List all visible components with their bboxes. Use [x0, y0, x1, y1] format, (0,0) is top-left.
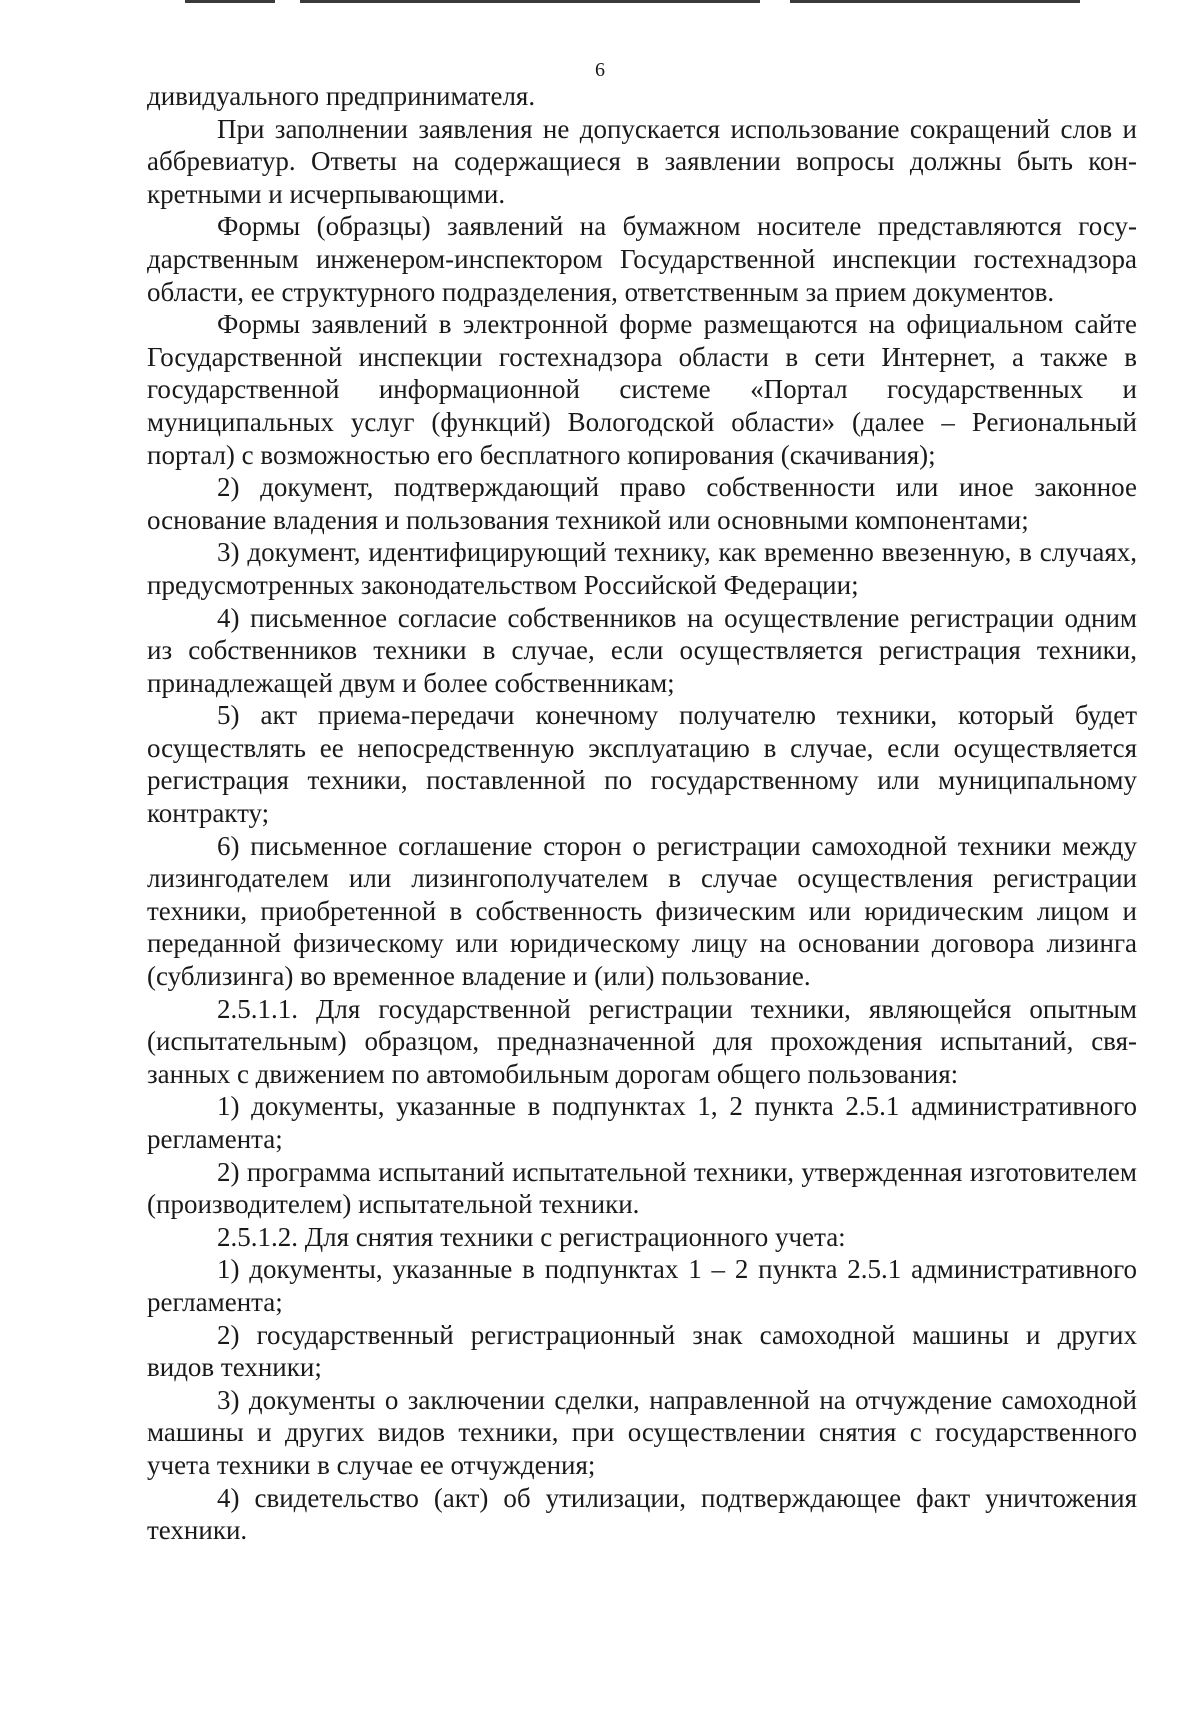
top-border-right: [790, 0, 1080, 3]
list-item: 2) документ, подтверждающий право собственности или иное законное основание владения и пользования техникой или основными компонентами;: [147, 472, 1137, 535]
list-item: 3) документы о заключении сделки, направленной на отчуждение самоходной машины и других видов техники, при осуществлении снятия с государственного учета техники в случае ее отчуждения;: [147, 1384, 1137, 1480]
list-item: 4) письменное согласие собственников на осуществление регистрации одним из собственников техники в случае, если осуществляется регистрация техники, принадлежащей двум и более собственникам;: [147, 602, 1137, 698]
paragraph: дивидуального предпринимателя.: [147, 81, 536, 111]
paragraph: При заполнении заявления не допускается использование сокращений слов и аббревиатур. Ответы на содержащиеся в заявлении вопросы должны быть конкретными и исчерпывающими.: [147, 113, 1137, 209]
top-border-left: [185, 0, 275, 3]
list-item: 1) документы, указанные в подпунктах 1 – 2 пункта 2.5.1 административного регламента;: [147, 1254, 1137, 1317]
section-paragraph: 2.5.1.1. Для государственной регистрации техники, являющейся опытным (испытательным) образцом, предназначенной для прохождения испытаний, связанных с движением по автомобильным дорогам общего пользования:: [147, 993, 1137, 1089]
list-item: 4) свидетельство (акт) об утилизации, подтверждающее факт уничтожения техники.: [147, 1482, 1137, 1546]
list-item: 5) акт приема-передачи конечному получателю техники, который будет осуществлять ее непосредственную эксплуатацию в случае, если осуществляется регистрация техники, поставленной по государственному или муниципальному контракту;: [147, 700, 1137, 829]
list-item: 2) программа испытаний испытательной техники, утвержденная изготовителем (производителем) испытательной техники.: [147, 1156, 1137, 1220]
list-item: 6) письменное соглашение сторон о регистрации самоходной техники между лизингодателем или лизингополучателем в случае осуществления регистрации техники, приобретенной в собственность физическим или юридическим лицом и переданной физическому или юридическому лицу на основании договора лизинга (сублизинга) во временное владение и (или) пользование.: [147, 830, 1137, 992]
top-border-center: [300, 0, 760, 3]
list-item: 1) документы, указанные в подпунктах 1, 2 пункта 2.5.1 административного регламента;: [147, 1091, 1137, 1154]
page-number: 6: [595, 59, 605, 81]
paragraph: Формы (образцы) заявлений на бумажном носителе представляются государственным инженером-инспектором Государственной инспекции гостехнадзора области, ее структурного подразделения, ответственным за прием документов.: [147, 211, 1137, 307]
list-item: 2) государственный регистрационный знак самоходной машины и других видов техники;: [147, 1319, 1137, 1383]
section-paragraph: 2.5.1.2. Для снятия техники с регистрационного учета:: [217, 1221, 846, 1252]
paragraph: Формы заявлений в электронной форме размещаются на официальном сайте Государственной инспекции гостехнадзора области в сети Интернет, а также в государственной информационной системе «Портал государственных и муниципальных услуг (функций) Вологодской области» (далее – Региональный портал) с возможностью его бесплатного копирования (скачивания);: [147, 309, 1137, 470]
document-body: [147, 80, 1137, 1547]
list-item: 3) документ, идентифицирующий технику, как временно ввезенную, в случаях, предусмотренных законодательством Российской Федерации;: [147, 537, 1137, 600]
